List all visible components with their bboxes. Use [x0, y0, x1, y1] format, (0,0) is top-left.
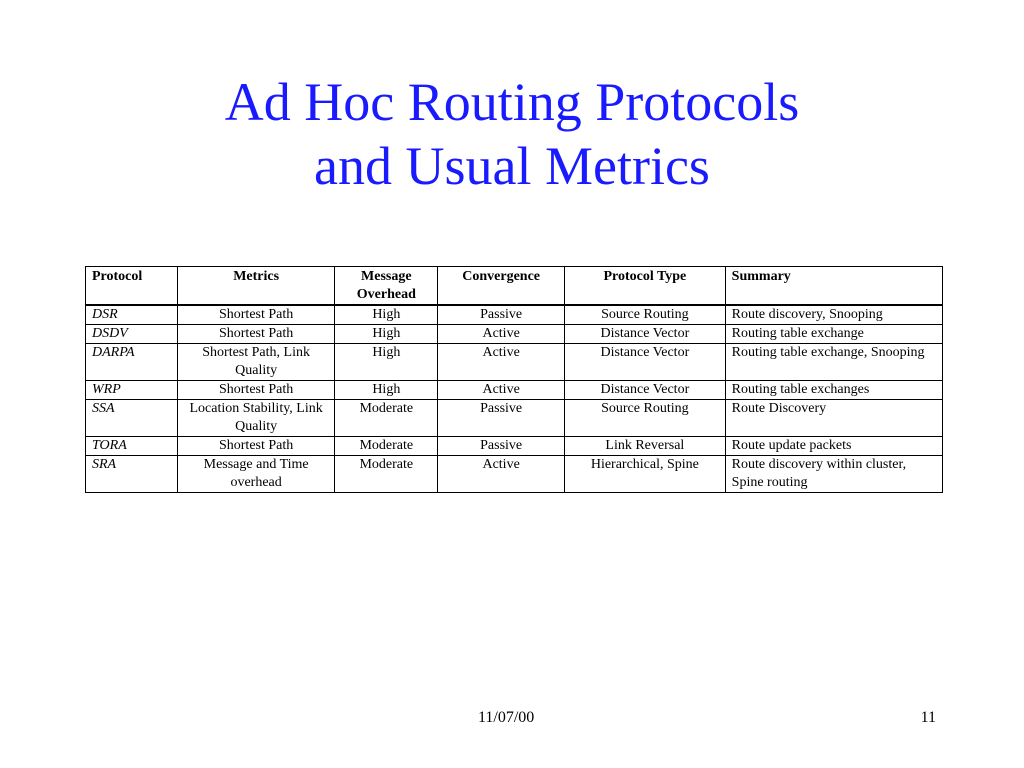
header-message-overhead: Message Overhead	[335, 267, 438, 306]
table-row	[86, 400, 943, 437]
cell-summary: Route update packets	[725, 437, 942, 456]
cell-type: Link Reversal	[565, 437, 726, 456]
cell-convergence: Passive	[438, 400, 565, 437]
title-line-2: and Usual Metrics	[314, 136, 710, 196]
cell-summary: Route Discovery	[725, 400, 942, 437]
table-row	[86, 305, 943, 325]
cell-metrics: Shortest Path	[177, 381, 335, 400]
cell-convergence: Active	[438, 381, 565, 400]
header-protocol: Protocol	[86, 267, 178, 306]
cell-convergence: Active	[438, 325, 565, 344]
cell-overhead: High	[335, 325, 438, 344]
table-row	[86, 437, 943, 456]
slide-title	[0, 70, 1024, 198]
table-row	[86, 325, 943, 344]
cell-overhead: Moderate	[335, 400, 438, 437]
cell-summary: Route discovery, Snooping	[725, 305, 942, 325]
page-number: 11	[920, 709, 936, 726]
protocols-table	[85, 266, 943, 493]
cell-metrics: Location Stability, Link Quality	[177, 400, 335, 437]
cell-type: Distance Vector	[565, 325, 726, 344]
cell-metrics: Shortest Path	[177, 437, 335, 456]
table-row	[86, 344, 943, 381]
cell-protocol: SSA	[86, 400, 178, 437]
cell-metrics: Shortest Path	[177, 305, 335, 325]
cell-overhead: Moderate	[335, 456, 438, 493]
table-header-row	[86, 267, 943, 306]
cell-type: Hierarchical, Spine	[565, 456, 726, 493]
header-convergence: Convergence	[438, 267, 565, 306]
cell-type: Distance Vector	[565, 344, 726, 381]
cell-metrics: Message and Time overhead	[177, 456, 335, 493]
cell-protocol: DARPA	[86, 344, 178, 381]
cell-convergence: Active	[438, 344, 565, 381]
cell-protocol: DSR	[86, 305, 178, 325]
title-line-1: Ad Hoc Routing Protocols	[224, 72, 800, 132]
cell-type: Distance Vector	[565, 381, 726, 400]
cell-protocol: SRA	[86, 456, 178, 493]
header-protocol-type: Protocol Type	[565, 267, 726, 306]
footer-date: 11/07/00	[478, 709, 535, 726]
cell-overhead: Moderate	[335, 437, 438, 456]
cell-convergence: Passive	[438, 305, 565, 325]
cell-summary: Route discovery within cluster, Spine routing	[725, 456, 942, 493]
cell-convergence: Passive	[438, 437, 565, 456]
header-metrics: Metrics	[177, 267, 335, 306]
cell-summary: Routing table exchange	[725, 325, 942, 344]
cell-protocol: WRP	[86, 381, 178, 400]
cell-type: Source Routing	[565, 305, 726, 325]
cell-summary: Routing table exchanges	[725, 381, 942, 400]
cell-metrics: Shortest Path, Link Quality	[177, 344, 335, 381]
cell-protocol: TORA	[86, 437, 178, 456]
header-summary: Summary	[725, 267, 942, 306]
cell-overhead: High	[335, 344, 438, 381]
table-row	[86, 381, 943, 400]
cell-overhead: High	[335, 305, 438, 325]
cell-type: Source Routing	[565, 400, 726, 437]
table-row	[86, 456, 943, 493]
cell-overhead: High	[335, 381, 438, 400]
cell-metrics: Shortest Path	[177, 325, 335, 344]
cell-convergence: Active	[438, 456, 565, 493]
cell-protocol: DSDV	[86, 325, 178, 344]
cell-summary: Routing table exchange, Snooping	[725, 344, 942, 381]
